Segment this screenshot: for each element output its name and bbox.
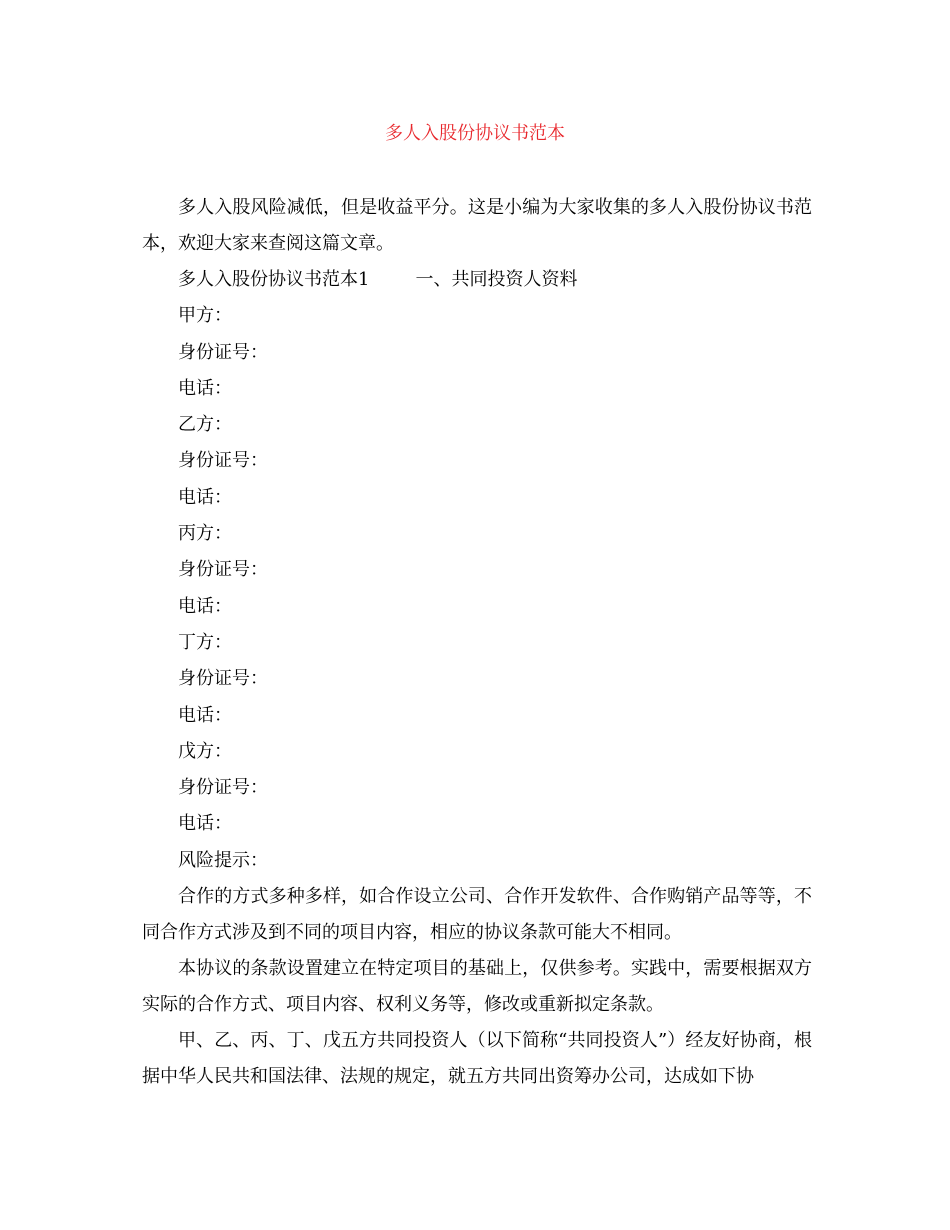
party-c-name: 丙方： bbox=[178, 523, 232, 545]
section-heading: 一、共同投资人资料 bbox=[415, 269, 578, 290]
party-e-name: 戊方： bbox=[178, 740, 232, 762]
document-title: 多人入股份协议书范本 bbox=[385, 123, 565, 144]
risk-label: 风险提示： bbox=[178, 849, 268, 871]
risk-paragraph-3: 甲、乙、丙、丁、戊五方共同投资人（以下简称“共同投资人”）经友好协商，根据中华人民共和国法律、法规的规定，就五方共同出资筹办公司，达成如下协 bbox=[142, 1030, 812, 1088]
section-line bbox=[142, 262, 812, 298]
party-b-id: 身份证号： bbox=[178, 450, 268, 472]
party-d-phone: 电话： bbox=[178, 704, 232, 726]
party-d-name: 丁方： bbox=[178, 631, 232, 653]
document-body bbox=[142, 190, 812, 1095]
party-e-phone: 电话： bbox=[178, 813, 232, 835]
party-a-name: 甲方： bbox=[178, 305, 232, 327]
party-b-name: 乙方： bbox=[178, 414, 232, 436]
party-d-id: 身份证号： bbox=[178, 668, 268, 690]
risk-paragraph-1: 合作的方式多种多样，如合作设立公司、合作开发软件、合作购销产品等等，不同合作方式涉及到不同的项目内容，相应的协议条款可能大不相同。 bbox=[142, 886, 812, 944]
party-e-id: 身份证号： bbox=[178, 777, 268, 799]
party-b-phone: 电话： bbox=[178, 486, 232, 508]
section-label: 多人入股份协议书范本1 bbox=[178, 269, 370, 290]
party-c-phone: 电话： bbox=[178, 595, 232, 617]
risk-paragraph-2: 本协议的条款设置建立在特定项目的基础上，仅供参考。实践中，需要根据双方实际的合作方式、项目内容、权利义务等，修改或重新拟定条款。 bbox=[142, 958, 812, 1016]
party-a-id: 身份证号： bbox=[178, 341, 268, 363]
party-a-phone: 电话： bbox=[178, 377, 232, 399]
intro-paragraph: 多人入股风险减低，但是收益平分。这是小编为大家收集的多人入股份协议书范本，欢迎大家来查阅这篇文章。 bbox=[142, 197, 812, 254]
party-c-id: 身份证号： bbox=[178, 559, 268, 581]
